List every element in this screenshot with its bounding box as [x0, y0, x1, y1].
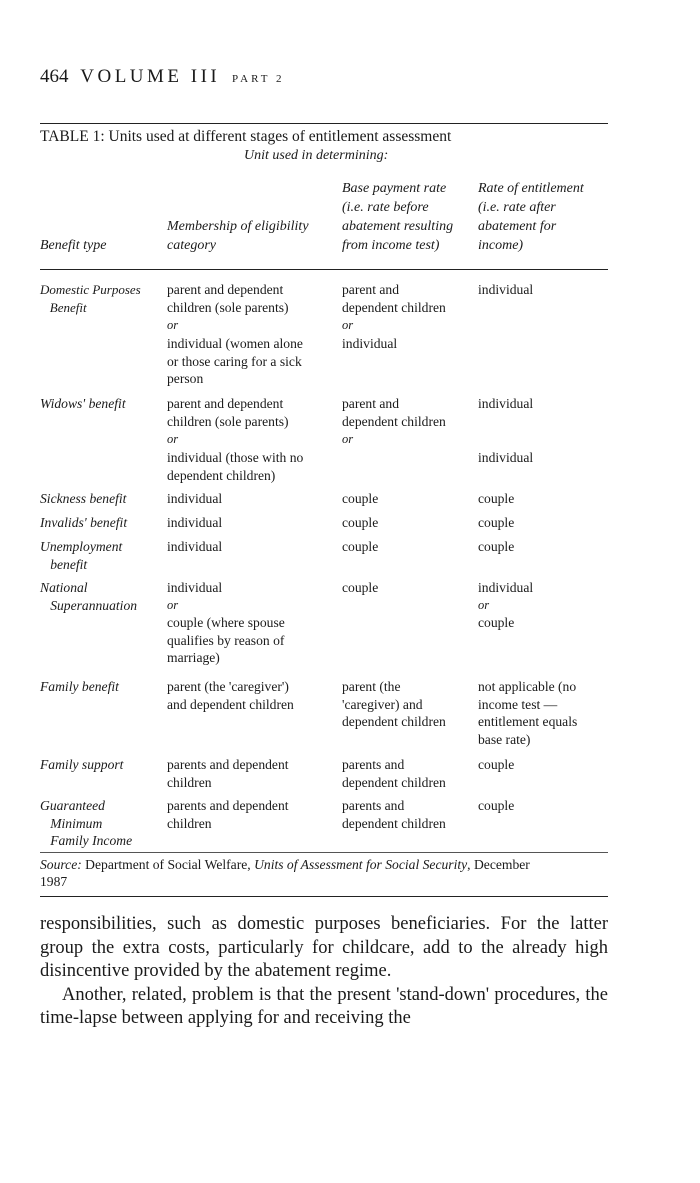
table-row-membership: parent (the 'caregiver') and dependent children	[167, 679, 294, 712]
table-end-rule	[40, 896, 608, 897]
part-label: PART 2	[232, 73, 285, 85]
source-title: Units of Assessment for Social Security	[254, 857, 468, 872]
table-row-base-rate: parent and dependent children	[342, 396, 446, 429]
table-row-base-rate-or: or	[342, 318, 354, 332]
running-head	[40, 66, 285, 88]
table-bottom-rule	[40, 852, 608, 853]
table-row-entitlement-rate: couple	[478, 539, 515, 554]
table-row-benefit-type: Family benefit	[40, 679, 119, 694]
page-number: 464	[40, 66, 69, 87]
table-row-membership: parent and dependent children (sole parents)	[167, 282, 289, 315]
table-top-rule	[40, 123, 608, 124]
table-row-membership: individual	[167, 491, 223, 506]
table-row-membership: individual	[167, 515, 223, 530]
table-row-entitlement-rate: individual	[478, 282, 534, 297]
column-header-benefit-type: Benefit type	[40, 238, 107, 253]
table-row-entitlement-rate-alt: couple	[478, 615, 515, 630]
table-row-base-rate-alt: individual	[342, 336, 398, 351]
column-header-entitlement-rate: Rate of entitlement (i.e. rate after abatement for income)	[478, 181, 584, 253]
table-row-membership-or: or	[167, 598, 179, 612]
table-row-benefit-type: Unemployment benefit	[40, 539, 123, 572]
source-date: , December 1987	[40, 857, 530, 889]
table-row-entitlement-rate: couple	[478, 515, 515, 530]
table-row-entitlement-rate-or: or	[478, 598, 490, 612]
header-bottom-rule	[40, 269, 608, 270]
table-row-benefit-type: Invalids' benefit	[40, 515, 128, 530]
body-paragraph: responsibilities, such as domestic purposes beneficiaries. For the latter group the extra costs, particularly for childcare, add to the already high disincentive provided by the abatement regime.	[40, 914, 608, 981]
volume-label: VOLUME III	[80, 66, 221, 87]
table-row-entitlement-rate-alt: individual	[478, 450, 534, 465]
table-row-benefit-type: Domestic Purposes Benefit	[40, 282, 141, 315]
table-row-base-rate: parent and dependent children	[342, 282, 446, 315]
table-row-membership-alt: couple (where spouse qualifies by reason of marriage)	[167, 615, 285, 665]
table-row-benefit-type: Sickness benefit	[40, 491, 127, 506]
table-row-benefit-type: Guaranteed Minimum Family Income	[40, 798, 133, 848]
table-row-entitlement-rate: couple	[478, 491, 515, 506]
table-row-membership-or: or	[167, 318, 179, 332]
table-row-membership: parent and dependent children (sole parents)	[167, 396, 289, 429]
unit-used-label: Unit used in determining:	[244, 148, 389, 163]
table-row-membership-alt: individual (women alone or those caring for a sick person	[167, 336, 303, 386]
body-text	[40, 913, 608, 1031]
table-row-base-rate: couple	[342, 539, 379, 554]
source-text: Department of Social Welfare,	[81, 857, 255, 872]
table-row-base-rate: parent (the 'caregiver) and dependent children	[342, 679, 446, 729]
table-row-membership: individual	[167, 539, 223, 554]
table-row-entitlement-rate: individual	[478, 580, 534, 595]
source-label: Source:	[40, 857, 82, 872]
table-row-benefit-type: National Superannuation	[40, 580, 138, 613]
table-row-membership: parents and dependent children	[167, 798, 289, 831]
table-row-benefit-type: Family support	[40, 757, 124, 772]
table-row-base-rate: couple	[342, 515, 379, 530]
table-row-base-rate: parents and dependent children	[342, 798, 446, 831]
table-row-entitlement-rate: couple	[478, 798, 515, 813]
table-caption: TABLE 1: Units used at different stages of entitlement assessment	[40, 128, 452, 145]
table-row-base-rate-or: or	[342, 432, 354, 446]
table-row-base-rate: couple	[342, 580, 379, 595]
table-row-membership: parents and dependent children	[167, 757, 289, 790]
table-row-base-rate: parents and dependent children	[342, 757, 446, 790]
table-row-membership-alt: individual (those with no dependent children)	[167, 450, 304, 483]
column-header-base-rate: Base payment rate (i.e. rate before abatement resulting from income test)	[342, 181, 454, 253]
table-row-base-rate: couple	[342, 491, 379, 506]
table-row-entitlement-rate: individual	[478, 396, 534, 411]
table-row-benefit-type: Widows' benefit	[40, 396, 126, 411]
table-row-membership: individual	[167, 580, 223, 595]
column-header-membership: Membership of eligibility category	[167, 219, 309, 253]
table-source-note	[40, 856, 615, 890]
body-paragraph: Another, related, problem is that the present 'stand-down' procedures, the time-lapse between applying for and receiving the	[40, 984, 608, 1028]
table-row-entitlement-rate: not applicable (no income test — entitlement equals base rate)	[478, 679, 578, 747]
table-row-membership-or: or	[167, 432, 179, 446]
table-row-entitlement-rate: couple	[478, 757, 515, 772]
